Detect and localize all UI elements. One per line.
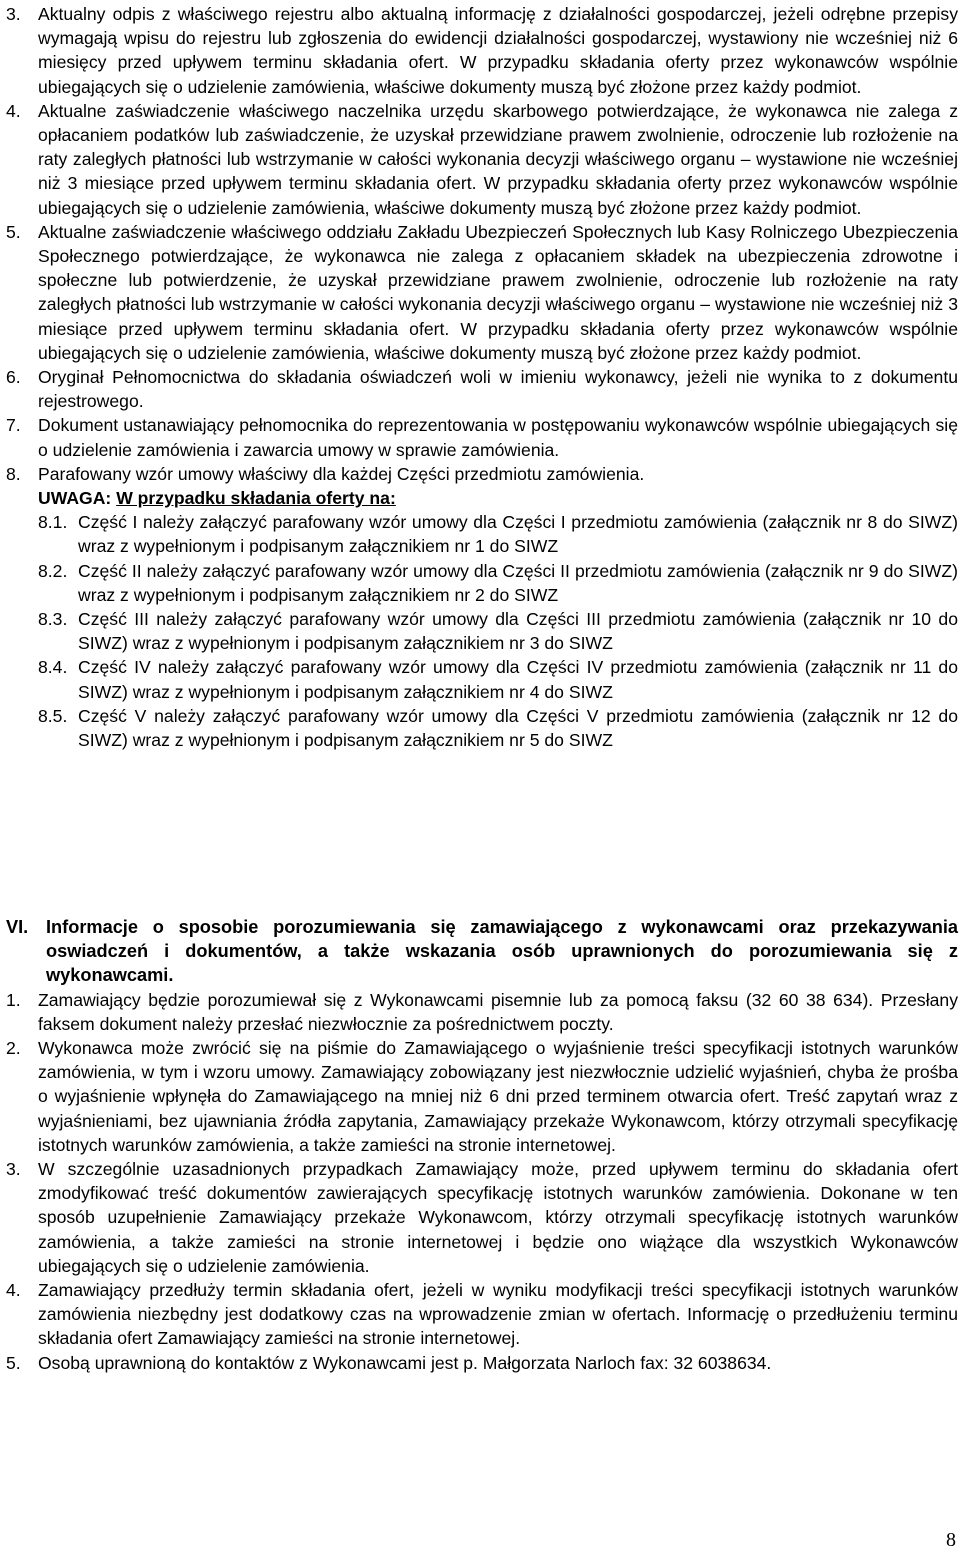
item-number: 4.: [6, 1280, 21, 1301]
sub-item-number: 8.5.: [38, 705, 68, 726]
sub-item-text: Część I należy załączyć parafowany wzór umowy dla Części I przedmiotu zamówienia (załącznik nr 8 do SIWZ) wraz z wypełnionym i podpisanym załącznikiem nr 1 do SIWZ: [78, 512, 958, 557]
item-text: Zamawiający będzie porozumiewał się z Wykonawcami pisemnie lub za pomocą faksu (32 60 38 634). Przesłany faksem dokument należy przesłać niezwłocznie za pośrednictwem poczty.: [38, 989, 958, 1034]
section-vi: [6, 915, 958, 1375]
sub-item-number: 8.2.: [38, 560, 68, 581]
sub-item-text: Część III należy załączyć parafowany wzór umowy dla Części III przedmiotu zamówienia (załącznik nr 10 do SIWZ) wraz z wypełnionym i podpisanym załącznikiem nr 3 do SIWZ: [78, 609, 958, 654]
item-number: 5.: [6, 1352, 21, 1373]
sub-item-number: 8.3.: [38, 609, 68, 630]
list-item: [6, 1157, 958, 1278]
item-number: 6.: [6, 367, 21, 388]
item-text: Osobą uprawnioną do kontaktów z Wykonawcami jest p. Małgorzata Narloch fax: 32 6038634.: [38, 1352, 772, 1373]
item-text: Dokument ustanawiający pełnomocnika do reprezentowania w postępowaniu wykonawców wspólnie ubiegających się o udzielenie zamówienia i zawarcia umowy w sprawie zamówienia.: [38, 415, 958, 460]
item-number: 7.: [6, 415, 21, 436]
list-item: [6, 413, 958, 461]
list-item: [6, 2, 958, 99]
page-number: 8: [946, 1528, 956, 1551]
item-text: Zamawiający przedłuży termin składania ofert, jeżeli w wyniku modyfikacji treści specyfikacji istotnych warunków zamówienia niezbędny jest dodatkowy czas na wprowadzenie zmian w ofertach. Informację o przedłużeniu terminu składania ofert Zamawiający zamieści na stronie internetowej.: [38, 1280, 958, 1349]
list-item: [6, 1278, 958, 1351]
section-number: VI.: [6, 917, 29, 937]
item-number: 2.: [6, 1038, 21, 1059]
list-item: [6, 365, 958, 413]
sub-item: [6, 655, 958, 703]
item-number: 3.: [6, 1159, 21, 1180]
list-item: [6, 462, 958, 486]
item-text: Oryginał Pełnomocnictwa do składania oświadczeń woli w imieniu wykonawcy, jeżeli nie wynika to z dokumentu rejestrowego.: [38, 367, 958, 412]
sub-item-number: 8.4.: [38, 657, 68, 678]
sub-item: [6, 559, 958, 607]
list-item: [6, 99, 958, 220]
item-number: 4.: [6, 100, 21, 121]
item-number: 1.: [6, 989, 21, 1010]
sub-item: [6, 704, 958, 752]
sub-item: [6, 510, 958, 558]
item-text: Aktualne zaświadczenie właściwego naczelnika urzędu skarbowego potwierdzające, że wykonawca nie zalega z opłacaniem podatków lub zaświadczenie, że uzyskał przewidziane prawem zwolnienie, odroczenie lub rozłożenie na raty zaległych płatności lub wstrzymanie w całości wykonania decyzji właściwego organu – wystawione nie wcześniej niż 3 miesiące przed upływem terminu składania ofert. W przypadku składania oferty przez wykonawców wspólnie ubiegających się o udzielenie zamówienia, właściwe dokumenty muszą być złożone przez każdy podmiot.: [38, 100, 958, 218]
item-text: Parafowany wzór umowy właściwy dla każdej Części przedmiotu zamówienia.: [38, 463, 645, 484]
requirements-list: [6, 2, 958, 752]
sub-item: [6, 607, 958, 655]
list-item: [6, 988, 958, 1036]
list-item: [6, 1351, 958, 1375]
section-title: Informacje o sposobie porozumiewania się zamawiającego z wykonawcami oraz przekazywania oswiadczeń i dokumentów, a także wskazania osób uprawnionych do porozumiewania się z wykonawcami.: [46, 917, 958, 986]
item-text: W szczególnie uzasadnionych przypadkach Zamawiający może, przed upływem terminu do składania ofert zmodyfikować treść dokumentów zawierających specyfikację istotnych warunków zamówienia. Dokonane w ten sposób uzupełnienie Zamawiający przekaże Wykonawcom, którzy otrzymali specyfikację istotnych warunków zamówienia, a także zamieści na stronie internetowej i będzie ono wiążące dla wszystkich Wykonawców ubiegających się o udzielenie zamówienia.: [38, 1159, 958, 1276]
item-number: 5.: [6, 221, 21, 242]
uwaga-note: [6, 486, 958, 510]
item-number: 3.: [6, 4, 21, 24]
list-item: [6, 220, 958, 365]
sub-item-text: Część II należy załączyć parafowany wzór umowy dla Części II przedmiotu zamówienia (załącznik nr 9 do SIWZ) wraz z wypełnionym i podpisanym załącznikiem nr 2 do SIWZ: [78, 560, 958, 605]
item-number: 8.: [6, 463, 21, 484]
section-heading: [6, 915, 958, 988]
uwaga-label: UWAGA:: [38, 488, 117, 509]
item-text: Aktualne zaświadczenie właściwego oddziału Zakładu Ubezpieczeń Społecznych lub Kasy Rolniczego Ubezpieczenia Społecznego potwierdzające, że wykonawca nie zalega z opłacaniem składek na ubezpieczenia zdrowotne i społeczne lub potwierdzenie, że uzyskał przewidziane prawem zwolnienie, odroczenie lub rozłożenie na raty zaległych płatności lub wstrzymanie w całości wykonania decyzji właściwego organu – wystawione nie wcześniej niż 3 miesiące przed upływem terminu składania ofert. W przypadku składania oferty przez wykonawców wspólnie ubiegających się o udzielenie zamówienia, właściwe dokumenty muszą być złożone przez każdy podmiot.: [38, 221, 958, 363]
uwaga-underlined: W przypadku składania oferty na:: [116, 488, 396, 509]
sub-item-text: Część V należy załączyć parafowany wzór umowy dla Części V przedmiotu zamówienia (załącznik nr 12 do SIWZ) wraz z wypełnionym i podpisanym załącznikiem nr 5 do SIWZ: [78, 705, 958, 751]
sub-item-number: 8.1.: [38, 512, 68, 533]
item-text: Aktualny odpis z właściwego rejestru albo aktualną informację z działalności gospodarczej, jeżeli odrębne przepisy wymagają wpisu do rejestru lub zgłoszenia do ewidencji działalności gospodarczej, wystawiony nie wcześniej niż 6 miesięcy przed upływem terminu składania ofert. W przypadku składania oferty przez wykonawców wspólnie ubiegających się o udzielenie zamówienia, właściwe dokumenty muszą być złożone przez każdy podmiot.: [38, 4, 958, 97]
item-text: Wykonawca może zwrócić się na piśmie do Zamawiającego o wyjaśnienie treści specyfikacji istotnych warunków zamówienia, w tym i wzoru umowy. Zamawiający zobowiązany jest niezwłocznie udzielić wyjaśnień, chyba że prośba o wyjaśnienie wpłynęła do Zamawiającego na mniej niż 6 dni przed terminem otwarcia ofert. Treść zapytań wraz z wyjaśnieniami, bez ujawniania źródła zapytania, Zamawiający przekaże Wykonawcom, którzy otrzymali specyfikację istotnych warunków zamówienia, a także zamieści na stronie internetowej.: [38, 1038, 958, 1155]
list-item: [6, 1036, 958, 1157]
sub-item-text: Część IV należy załączyć parafowany wzór umowy dla Części IV przedmiotu zamówienia (załącznik nr 11 do SIWZ) wraz z wypełnionym i podpisanym załącznikiem nr 4 do SIWZ: [78, 657, 958, 702]
